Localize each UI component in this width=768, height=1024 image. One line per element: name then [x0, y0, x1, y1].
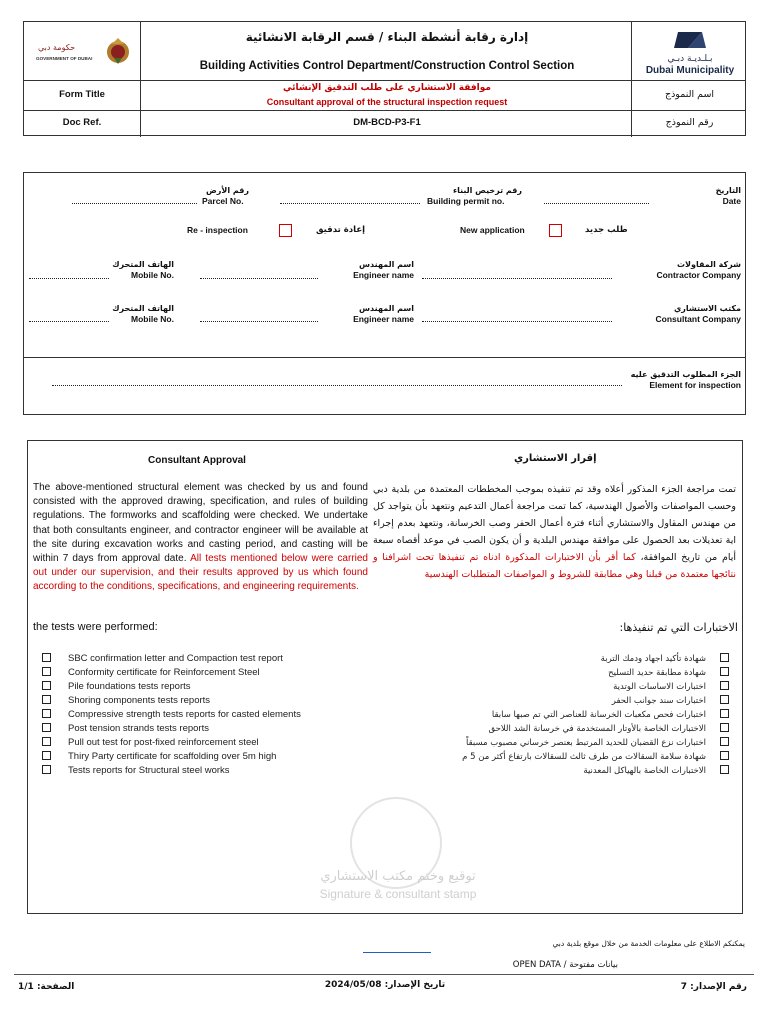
contractor-mobile-field[interactable] [29, 278, 109, 279]
test-label-en: Compressive strength tests reports for casted elements [68, 709, 301, 720]
test-item-ar [383, 680, 729, 694]
date-field[interactable] [544, 203, 649, 204]
gov-logo-ar-text: حكومة دبي [38, 43, 76, 52]
test-checkbox[interactable] [720, 667, 729, 676]
page-number: الصفحة: 1/1 [18, 982, 75, 992]
row-divider [631, 111, 632, 137]
test-item-en [42, 736, 372, 750]
element-label [624, 370, 741, 390]
approval-statement-ar-red: كما أقر بأن الاختبارات المذكورة ادناه تم تنفيذها تحت اشرافنا و نتائجها معتمدة من قبلنا وهي مطابقة للشروط و المواصفات المتطلبات الهندسية [373, 552, 736, 580]
service-info-text: يمكنكم الاطلاع على معلومات الخدمة من خلال موقع بلدية دبي [552, 939, 745, 948]
consultant-approval-box [27, 440, 743, 914]
header-divider [631, 22, 632, 80]
signature-label-ar: توقيع وختم مكتب الاستشاري [320, 869, 476, 884]
date-label-en: Date [722, 196, 741, 206]
parcel-label-ar: رقم الأرض [206, 186, 249, 195]
test-item-en [42, 680, 372, 694]
test-item-ar [383, 708, 729, 722]
info-divider [24, 357, 745, 358]
consultant-mobile-label [102, 304, 174, 324]
element-label-ar: الجزء المطلوب التدقيق عليه [630, 370, 741, 379]
test-item-ar [383, 722, 729, 736]
form-title-label-en: Form Title [59, 89, 105, 100]
engineer-label-en: Engineer name [353, 270, 414, 280]
element-for-inspection-field[interactable] [52, 385, 622, 386]
test-item-ar [383, 750, 729, 764]
permit-label-ar: رقم ترخيص البناء [453, 186, 522, 195]
parcel-label [202, 186, 272, 206]
approval-statement-ar-text: تمت مراجعة الجزء المذكور أعلاه وقد تم تنفيذه بموجب المخططات المعتمدة من بلدية دبي وحسب المواصفات والأصول الهندسية، كما تمت مراجعة أعمال التدعيم ونتعهد بأن يتواجد كل من مهندس المقاول والاستشاري أثناء فترة أعمال الحفر وصب الخرسانة، ونتعهد بعدم إجراء اية تعديلات بعد الحصول على موافقة مهندس البلدية و أن يكون الصب في موعد أقصاه سبعة أيام من تاريخ الموافقة، [373, 484, 737, 563]
reinspection-label-en: Re - inspection [187, 225, 248, 235]
test-item-ar [383, 666, 729, 680]
reinspection-checkbox[interactable] [279, 224, 292, 237]
test-checkbox[interactable] [720, 751, 729, 760]
test-label-ar: اختبارات فحص مكعبات الخرسانة للعناصر التي تم صبها سابقا [491, 710, 706, 720]
test-item-en [42, 708, 372, 722]
test-item-ar [383, 736, 729, 750]
test-item-en [42, 764, 372, 778]
contractor-label-en: Contractor Company [656, 270, 741, 280]
gov-logo-en-text: GOVERNMENT OF DUBAI [36, 56, 93, 61]
date-label [664, 186, 741, 206]
test-label-ar: شهادة تأكيد اجهاد ودمك التربة [600, 654, 706, 664]
test-checkbox[interactable] [42, 667, 51, 676]
tests-heading-ar: الاختبارات التي تم تنفيذها: [619, 621, 738, 634]
test-label-ar: اختبارات سند جوانب الحفر [611, 696, 706, 706]
test-item-ar [383, 694, 729, 708]
doc-ref-row [24, 111, 745, 137]
form-title-ar: موافقة الاستشاري على طلب التدقيق الإنشائي [283, 83, 491, 93]
new-application-label-en: New application [460, 225, 525, 235]
dm-logo-en-text: Dubai Municipality [645, 65, 735, 76]
issue-date: تاريخ الإصدار: 2024/05/08 [324, 980, 446, 990]
building-permit-field[interactable] [280, 203, 420, 204]
footer-divider [14, 974, 754, 975]
department-title-ar: إدارة رقابة أنشطة البناء / قسم الرقابة الانشائية [245, 30, 529, 44]
tests-heading-en: the tests were performed: [33, 621, 158, 633]
consultant-company-field[interactable] [422, 321, 612, 322]
consultant-label-ar: مكتب الاستشاري [673, 304, 741, 313]
dubai-municipality-logo [640, 28, 740, 76]
approval-statement-en [33, 481, 368, 595]
element-label-en: Element for inspection [649, 380, 741, 390]
mobile-label-ar: الهاتف المتحرك [112, 304, 174, 313]
doc-ref-label-ar: رقم النموذج [665, 117, 714, 128]
tests-list-ar [383, 652, 729, 778]
header-title-row [24, 22, 745, 81]
signature-label-en: Signature & consultant stamp [319, 887, 477, 901]
test-checkbox[interactable] [720, 653, 729, 662]
test-label-en: Thiry Party certificate for scaffolding over 5m high [68, 751, 277, 762]
form-title-label-ar: اسم النموذج [664, 89, 715, 100]
test-checkbox[interactable] [42, 695, 51, 704]
date-label-ar: التاريخ [715, 186, 741, 195]
dm-logo-ar-text: بـلـديـة دبـي [667, 54, 713, 64]
mobile-label-ar: الهاتف المتحرك [112, 260, 174, 269]
test-checkbox[interactable] [42, 681, 51, 690]
consultant-engineer-field[interactable] [200, 321, 318, 322]
consultant-engineer-label [324, 304, 414, 324]
test-checkbox[interactable] [42, 709, 51, 718]
row-divider [140, 111, 141, 137]
test-item-en [42, 750, 372, 764]
test-label-ar: الاختبارات الخاصة بالهياكل المعدنية [583, 766, 706, 776]
test-item-en [42, 666, 372, 680]
test-checkbox[interactable] [720, 695, 729, 704]
mobile-label-en: Mobile No. [131, 314, 174, 324]
row-divider [631, 81, 632, 110]
test-label-en: Shoring components tests reports [68, 695, 211, 706]
engineer-label-ar: اسم المهندس [359, 304, 414, 313]
contractor-engineer-label [324, 260, 414, 280]
department-title-en: Building Activities Control Department/Construction Control Section [199, 60, 575, 72]
consultant-label [624, 304, 741, 324]
contractor-company-field[interactable] [422, 278, 612, 279]
test-label-ar: اختبارات نزع القضبان للحديد المرتبط بعنصر خرساني مصبوب مسبقاً [466, 738, 706, 748]
contractor-mobile-label [102, 260, 174, 280]
form-title-en: Consultant approval of the structural inspection request [266, 97, 508, 107]
approval-heading-ar: إقرار الاستشاري [514, 453, 597, 464]
mobile-label-en: Mobile No. [131, 270, 174, 280]
test-item-en [42, 652, 372, 666]
test-label-ar: الاختبارات الخاصة بالأوتار المستخدمة في خرسانة الشد اللاحق [488, 724, 706, 734]
test-label-en: Pile foundations tests reports [68, 681, 191, 692]
test-checkbox[interactable] [42, 723, 51, 732]
test-label-en: SBC confirmation letter and Compaction test report [68, 653, 283, 664]
parcel-label-en: Parcel No. [202, 196, 244, 206]
test-label-en: Pull out test for post-fixed reinforcement steel [68, 737, 259, 748]
test-label-en: Conformity certificate for Reinforcement Steel [68, 667, 260, 678]
edition-number: رقم الإصدار: 7 [680, 982, 747, 992]
test-checkbox[interactable] [720, 737, 729, 746]
doc-ref-value: DM-BCD-P3-F1 [353, 117, 421, 128]
new-application-checkbox[interactable] [549, 224, 562, 237]
permit-label-en: Building permit no. [427, 196, 505, 206]
test-item-en [42, 694, 372, 708]
contractor-label [624, 260, 741, 280]
test-checkbox[interactable] [42, 751, 51, 760]
header-divider [140, 22, 141, 80]
consultant-label-en: Consultant Company [655, 314, 741, 324]
test-checkbox[interactable] [720, 709, 729, 718]
contractor-label-ar: شركة المقاولات [677, 260, 741, 269]
engineer-label-en: Engineer name [353, 314, 414, 324]
test-label-en: Post tension strands tests reports [68, 723, 209, 734]
reinspection-label-ar: إعادة تدقيق [316, 225, 366, 235]
form-title-row [24, 81, 745, 111]
test-checkbox[interactable] [42, 765, 51, 774]
consultant-mobile-field[interactable] [29, 321, 109, 322]
open-data-link[interactable]: OPEN DATA / بيانات مفتوحة [512, 960, 618, 970]
tests-list-en [42, 652, 372, 778]
permit-label [427, 186, 547, 206]
test-checkbox[interactable] [42, 653, 51, 662]
test-label-ar: شهادة سلامة السقالات من طرف ثالث للسقالات بارتفاع أكثر من 5 م [462, 752, 706, 762]
test-item-ar [383, 652, 729, 666]
approval-statement-en-red: All tests mentioned below were carried out under our supervision, and their results approved by us which found according to the conditions, specifications, and engineering requirements. [33, 553, 368, 593]
government-of-dubai-logo [34, 34, 134, 70]
test-item-en [42, 722, 372, 736]
test-label-ar: شهادة مطابقة حديد التسليح [608, 668, 706, 678]
parcel-field[interactable] [72, 203, 197, 204]
test-checkbox[interactable] [42, 737, 51, 746]
engineer-label-ar: اسم المهندس [359, 260, 414, 269]
approval-statement-en-text: The above-mentioned structural element was checked by us and found consisted with the approved drawing, specification, and rules of building regulations. The formworks and scaffolding were checked. We undertake that both consultants engineer, and contractor engineer will be available at the site during excavation works and casting period, and casting will be within 7 days from approval date. [33, 482, 368, 565]
form-header [23, 21, 746, 136]
row-divider [140, 81, 141, 110]
test-label-ar: اختبارات الاساسات الوتدية [613, 682, 706, 692]
test-checkbox[interactable] [720, 723, 729, 732]
contractor-engineer-field[interactable] [200, 278, 318, 279]
test-checkbox[interactable] [720, 765, 729, 774]
new-application-label-ar: طلب جديد [585, 225, 628, 235]
test-label-en: Tests reports for Structural steel works [68, 765, 230, 776]
doc-ref-label-en: Doc Ref. [62, 117, 102, 128]
request-info-box [23, 172, 746, 415]
test-item-ar [383, 764, 729, 778]
test-checkbox[interactable] [720, 681, 729, 690]
approval-heading-en: Consultant Approval [148, 455, 246, 466]
service-info-link[interactable] [363, 952, 431, 953]
approval-statement-ar [373, 481, 736, 583]
